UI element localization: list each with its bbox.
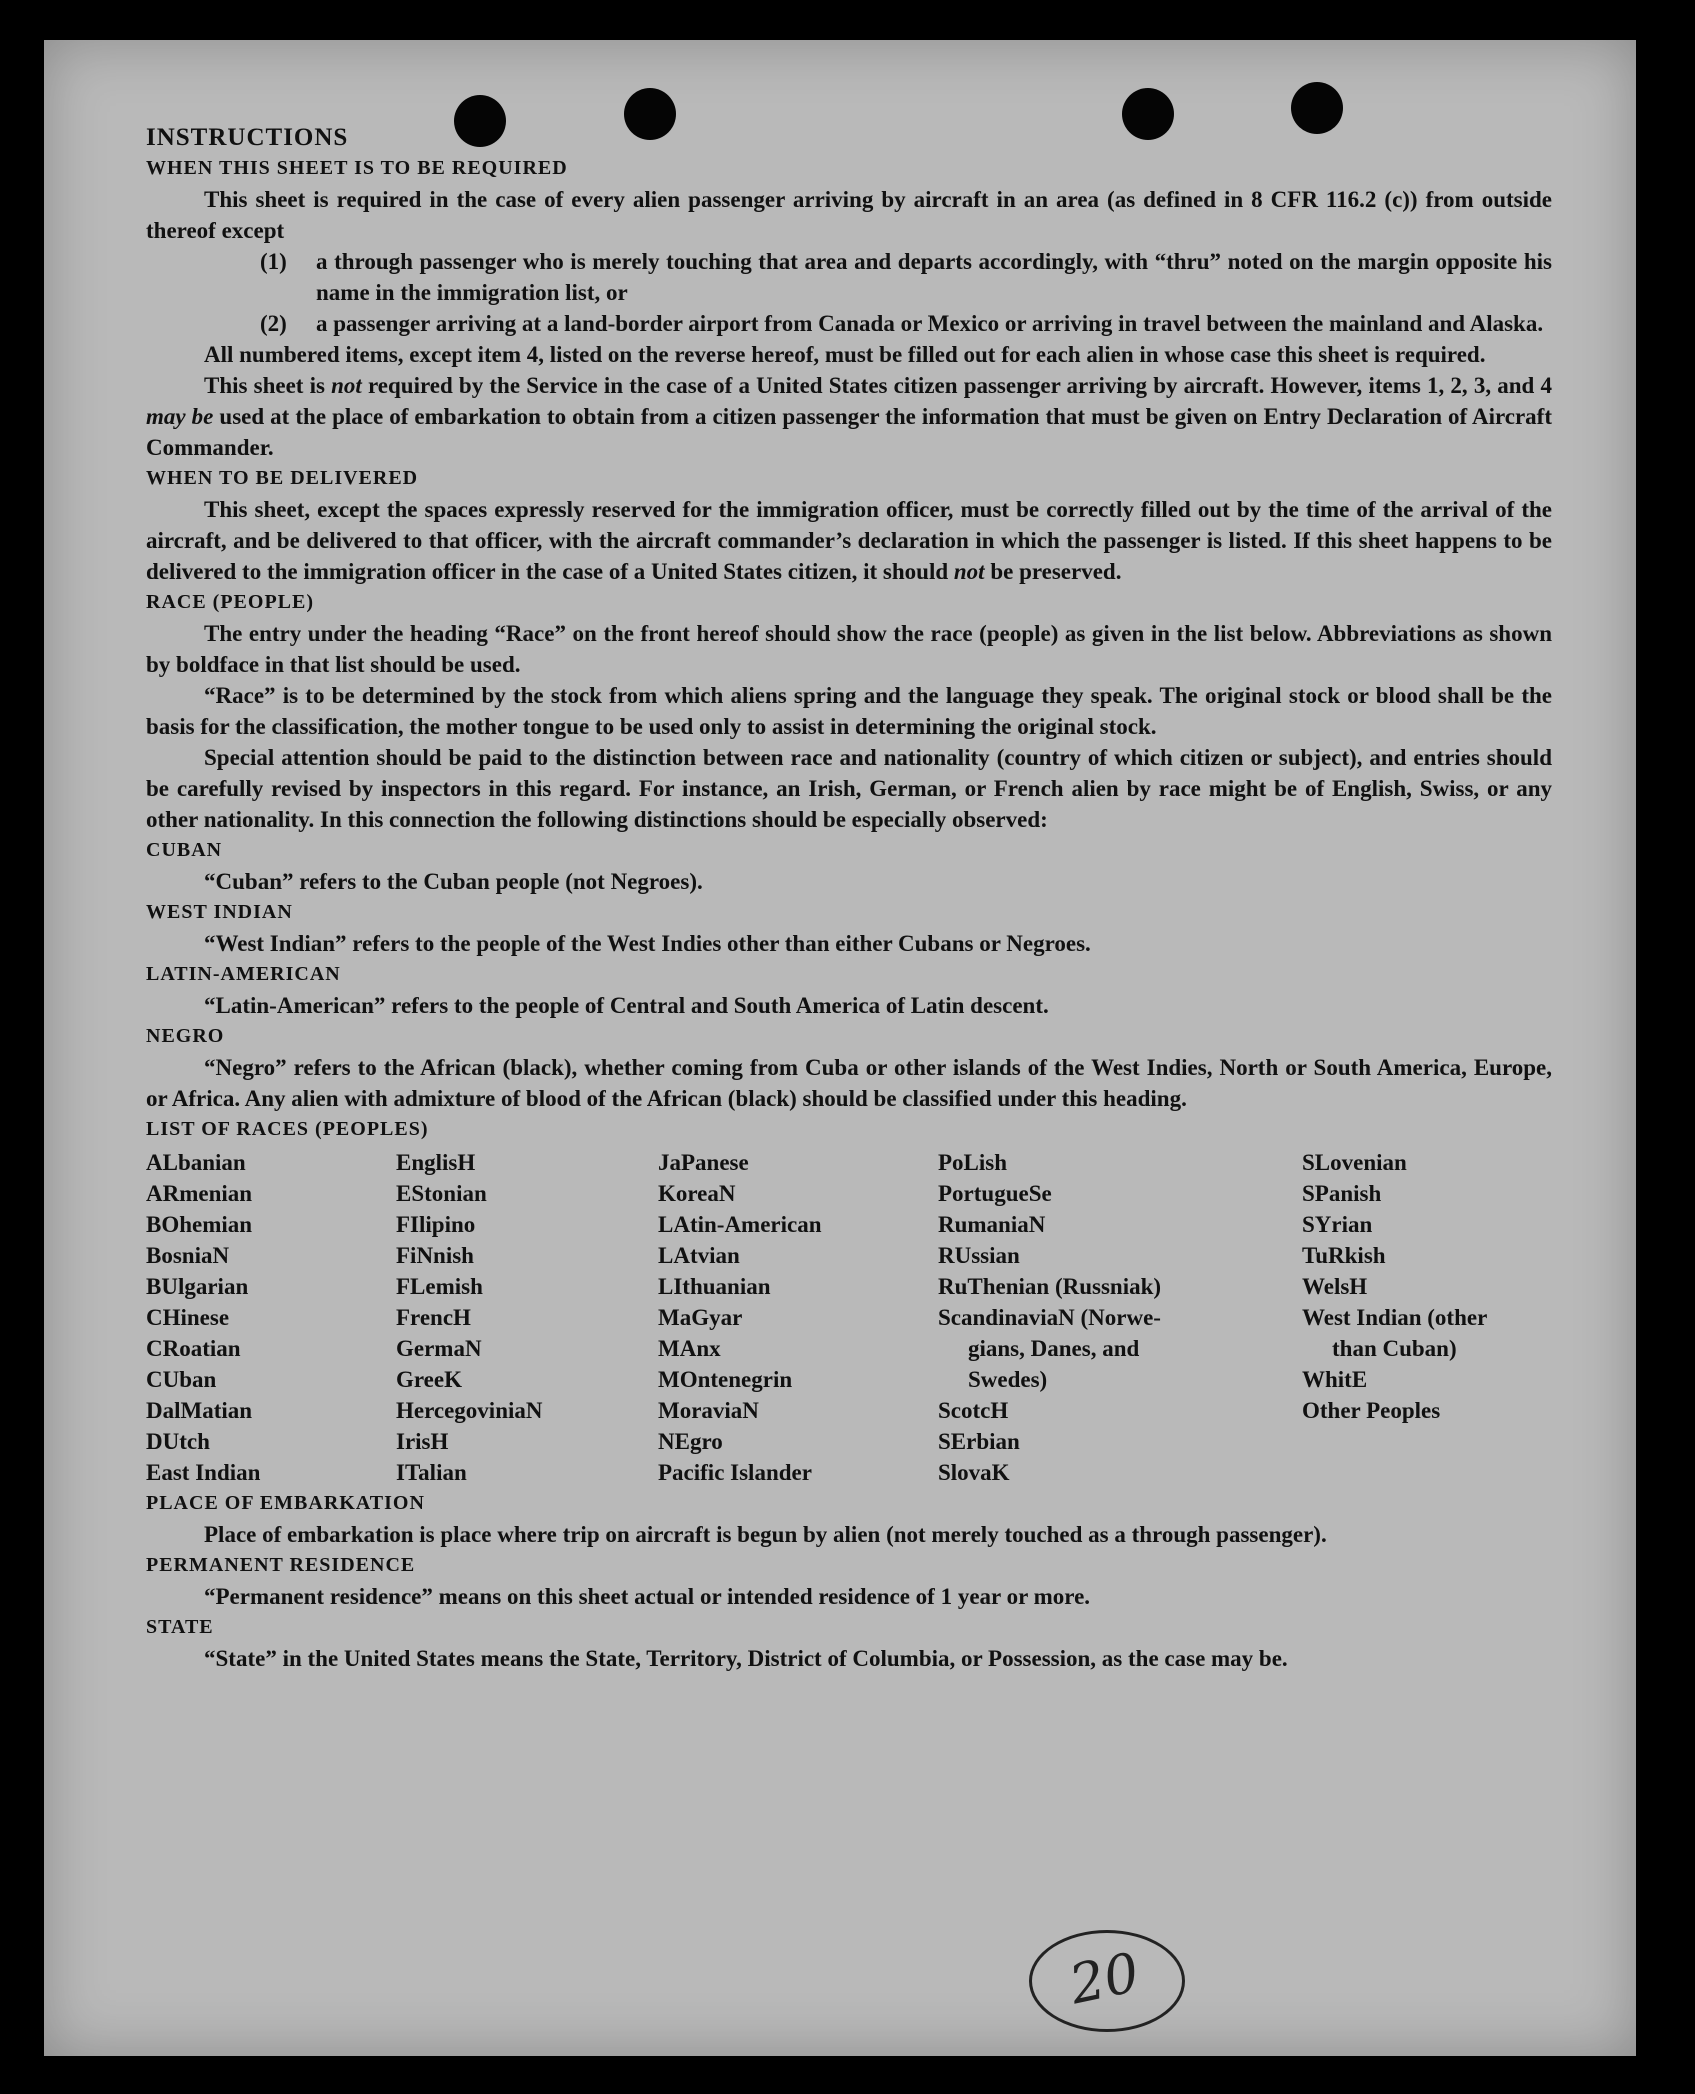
race-entry: LAtin-American	[658, 1212, 822, 1237]
section-heading-permanent-residence: PERMANENT RESIDENCE	[146, 1554, 416, 1576]
race-entry: LAtvian	[658, 1243, 740, 1268]
race-entry: FrencH	[396, 1305, 471, 1330]
races-column	[938, 1147, 1302, 1488]
race-entry: BUlgarian	[146, 1274, 249, 1299]
race-entry: ALbanian	[146, 1150, 246, 1175]
race-entry-continued: Swedes)	[968, 1367, 1048, 1392]
paragraph: All numbered items, except item 4, listed on the reverse hereof, must be filled out for each alien in whose case this sheet is required.	[204, 342, 1486, 367]
race-entry: WhitE	[1302, 1367, 1368, 1392]
race-entry: BosniaN	[146, 1243, 230, 1268]
paragraph: Special attention should be paid to the distinction between race and nationality (country of which citizen or subject), and entries should be carefully revised by inspectors in this regard. For instance, an Irish, German, or French alien by race might be of English, Swiss, or any other nationality. In this connection the following distinctions should be especially observed:	[146, 745, 1552, 832]
section-heading-embarkation: PLACE OF EMBARKATION	[146, 1492, 425, 1514]
section-heading-west-indian: WEST INDIAN	[146, 901, 293, 923]
race-entry: DUtch	[146, 1429, 210, 1454]
race-entry: SErbian	[938, 1429, 1020, 1454]
race-entry: SlovaK	[938, 1460, 1010, 1485]
race-entry: GreeK	[396, 1367, 462, 1392]
race-entry: SLovenian	[1302, 1150, 1407, 1175]
item-text: a through passenger who is merely touching that area and departs accordingly, with “thru” noted on the margin opposite his name in the immigration list, or	[316, 249, 1552, 305]
item-text: a passenger arriving at a land-border airport from Canada or Mexico or arriving in travel between the mainland and Alaska.	[316, 311, 1544, 336]
race-entry: GermaN	[396, 1336, 482, 1361]
section-heading-when-required: WHEN THIS SHEET IS TO BE REQUIRED	[146, 157, 568, 179]
race-entry: FIlipino	[396, 1212, 476, 1237]
races-column	[146, 1147, 396, 1488]
paragraph: The entry under the heading “Race” on the front hereof should show the race (people) as given in the list below. Abbreviations as shown by boldface in that list should be used.	[146, 621, 1552, 677]
race-entry: KoreaN	[658, 1181, 736, 1206]
race-entry: CRoatian	[146, 1336, 241, 1361]
race-entry: DalMatian	[146, 1398, 253, 1423]
race-entry: BOhemian	[146, 1212, 253, 1237]
race-entry: ScotcH	[938, 1398, 1009, 1423]
item-number: (1)	[260, 249, 287, 274]
race-entry: NEgro	[658, 1429, 723, 1454]
race-entry-continued: gians, Danes, and	[968, 1336, 1140, 1361]
list-item	[146, 246, 1552, 308]
section-heading-state: STATE	[146, 1616, 214, 1638]
section-heading-list-of-races: LIST OF RACES (PEOPLES)	[146, 1118, 429, 1140]
section-heading-when-delivered: WHEN TO BE DELIVERED	[146, 467, 419, 489]
paragraph: “Negro” refers to the African (black), whether coming from Cuba or other islands of the West Indies, North or South America, Europe, or Africa. Any alien with admixture of blood of the African (black) should be classified under this heading.	[146, 1055, 1552, 1111]
circled-number-text: 20	[1064, 1940, 1145, 2017]
item-number: (2)	[260, 311, 287, 336]
paragraph: This sheet is not required by the Service in the case of a United States citizen passenger arriving by aircraft. However, items 1, 2, 3, and 4 may be used at the place of embarkation to obtain from a citizen passenger the information that must be given on Entry Declaration of Aircraft Commander.	[146, 373, 1553, 460]
race-entry: EnglisH	[396, 1150, 476, 1175]
race-entry: ScandinaviaN (Norwe-	[938, 1305, 1161, 1330]
race-entry-continued: than Cuban)	[1332, 1336, 1457, 1361]
race-entry: FiNnish	[396, 1243, 474, 1268]
race-entry: JaPanese	[658, 1150, 749, 1175]
race-entry: MoraviaN	[658, 1398, 759, 1423]
race-entry: CHinese	[146, 1305, 230, 1330]
race-entry: SPanish	[1302, 1181, 1382, 1206]
list-item	[146, 308, 1552, 339]
race-entry: RUssian	[938, 1243, 1020, 1268]
page-title: INSTRUCTIONS	[146, 124, 349, 151]
race-entry: ITalian	[396, 1460, 467, 1485]
race-entry: East Indian	[146, 1460, 261, 1485]
paragraph: This sheet, except the spaces expressly reserved for the immigration officer, must be correctly filled out by the time of the arrival of the aircraft, and be delivered to that officer, with the aircraft commander’s declaration in which the passenger is listed. If this sheet happens to be delivered to the immigration officer in the case of a United States citizen, it should not be preserved.	[146, 497, 1552, 584]
race-entry: CUban	[146, 1367, 217, 1392]
paragraph: “Race” is to be determined by the stock from which aliens spring and the language they speak. The original stock or blood shall be the basis for the classification, the mother tongue to be used only to assist in determining the original stock.	[146, 683, 1552, 739]
race-entry: IrisH	[396, 1429, 449, 1454]
document-sheet	[44, 40, 1636, 2056]
race-entry: EStonian	[396, 1181, 487, 1206]
paragraph: This sheet is required in the case of every alien passenger arriving by aircraft in an area (as defined in 8 CFR 116.2 (c)) from outside thereof except	[146, 187, 1552, 243]
paragraph: “West Indian” refers to the people of the West Indies other than either Cubans or Negroes.	[204, 931, 1091, 956]
race-entry: HercegoviniaN	[396, 1398, 543, 1423]
section-heading-cuban: CUBAN	[146, 839, 223, 861]
race-entry: SYrian	[1302, 1212, 1373, 1237]
paragraph: Place of embarkation is place where trip on aircraft is begun by alien (not merely touched as a through passenger).	[204, 1522, 1327, 1547]
handwritten-circled-number	[1029, 1930, 1185, 2032]
races-column	[396, 1147, 658, 1488]
paragraph: “Cuban” refers to the Cuban people (not Negroes).	[204, 869, 703, 894]
race-entry: PoLish	[938, 1150, 1008, 1175]
race-entry: West Indian (other	[1302, 1305, 1488, 1330]
race-entry: Other Peoples	[1302, 1398, 1441, 1423]
race-entry: ARmenian	[146, 1181, 253, 1206]
races-column	[1302, 1147, 1552, 1488]
race-entry: WelsH	[1302, 1274, 1368, 1299]
section-heading-race: RACE (PEOPLE)	[146, 591, 314, 613]
races-column	[658, 1147, 938, 1488]
race-entry: TuRkish	[1302, 1243, 1386, 1268]
race-entry: Pacific Islander	[658, 1460, 812, 1485]
race-entry: RuThenian (Russniak)	[938, 1274, 1162, 1299]
section-heading-negro: NEGRO	[146, 1025, 225, 1047]
race-entry: RumaniaN	[938, 1212, 1046, 1237]
race-entry: MaGyar	[658, 1305, 743, 1330]
race-entry: PortugueSe	[938, 1181, 1052, 1206]
race-entry: FLemish	[396, 1274, 483, 1299]
race-entry: MOntenegrin	[658, 1367, 793, 1392]
paragraph: “Latin-American” refers to the people of Central and South America of Latin descent.	[204, 993, 1049, 1018]
race-entry: LIthuanian	[658, 1274, 771, 1299]
paragraph: “Permanent residence” means on this sheet actual or intended residence of 1 year or more.	[204, 1584, 1091, 1609]
race-entry: MAnx	[658, 1336, 721, 1361]
section-heading-latin-american: LATIN-AMERICAN	[146, 963, 341, 985]
races-list	[146, 1147, 1552, 1488]
instructions-content	[146, 122, 1552, 1674]
paragraph: “State” in the United States means the State, Territory, District of Columbia, or Possession, as the case may be.	[204, 1646, 1288, 1671]
